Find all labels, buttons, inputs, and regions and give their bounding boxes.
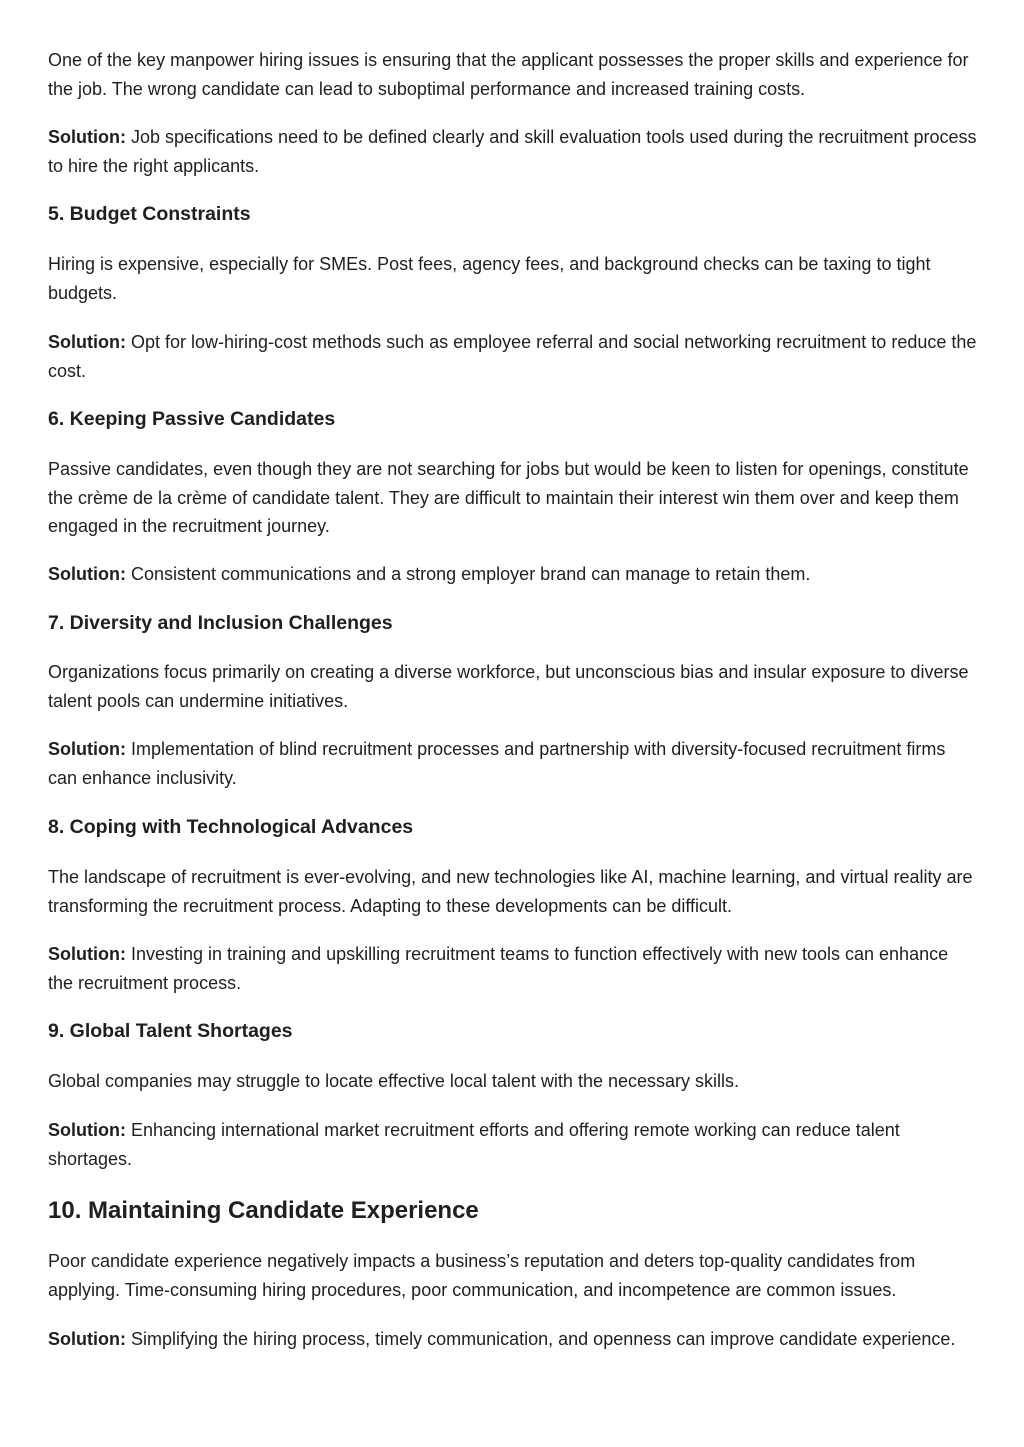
solution-text: Simplifying the hiring process, timely communication, and openness can improve candidate experience. (125, 1329, 956, 1349)
section-solution (48, 940, 978, 997)
section-solution (48, 1325, 978, 1354)
section-solution (48, 735, 978, 792)
solution-label: Solution: (48, 127, 126, 147)
section-heading-technological-advances: 8. Coping with Technological Advances (48, 816, 414, 838)
intro-solution (48, 123, 978, 180)
solution-text: Job specifications need to be defined clearly and skill evaluation tools used during the recruitment process to hire the right applicants. (48, 127, 977, 176)
section-paragraph: Global companies may struggle to locate effective local talent with the necessary skills. (48, 1071, 740, 1091)
intro-paragraph: One of the key manpower hiring issues is ensuring that the applicant possesses the proper skills and experience for the job. The wrong candidate can lead to suboptimal performance and increased training costs. (48, 50, 969, 99)
section-heading-candidate-experience: 10. Maintaining Candidate Experience (48, 1197, 479, 1224)
section-heading-passive-candidates: 6. Keeping Passive Candidates (48, 408, 336, 430)
solution-text: Opt for low-hiring-cost methods such as employee referral and social networking recruitment to reduce the cost. (48, 332, 977, 381)
section-paragraph: The landscape of recruitment is ever-evolving, and new technologies like AI, machine learning, and virtual reality are transforming the recruitment process. Adapting to these developments can be difficult. (48, 867, 973, 916)
solution-label: Solution: (48, 1120, 126, 1140)
section-heading-diversity-inclusion: 7. Diversity and Inclusion Challenges (48, 612, 393, 634)
section-solution (48, 328, 978, 385)
solution-label: Solution: (48, 564, 126, 584)
solution-text: Investing in training and upskilling recruitment teams to function effectively with new tools can enhance the recruitment process. (48, 944, 949, 993)
solution-label: Solution: (48, 739, 126, 759)
section-paragraph: Hiring is expensive, especially for SMEs. Post fees, agency fees, and background checks can be taxing to tight budgets. (48, 254, 931, 303)
section-solution (48, 1116, 978, 1173)
solution-label: Solution: (48, 944, 126, 964)
section-paragraph: Organizations focus primarily on creating a diverse workforce, but unconscious bias and insular exposure to diverse talent pools can undermine initiatives. (48, 662, 969, 711)
solution-text: Enhancing international market recruitment efforts and offering remote working can reduce talent shortages. (48, 1120, 900, 1169)
solution-text: Implementation of blind recruitment processes and partnership with diversity-focused recruitment firms can enhance inclusivity. (48, 739, 946, 788)
section-paragraph: Passive candidates, even though they are not searching for jobs but would be keen to listen for openings, constitute the crème de la crème of candidate talent. They are difficult to maintain their interest win them over and keep them engaged in the recruitment journey. (48, 459, 969, 536)
solution-label: Solution: (48, 1329, 126, 1349)
section-heading-global-talent-shortages: 9. Global Talent Shortages (48, 1020, 293, 1042)
section-heading-budget-constraints: 5. Budget Constraints (48, 203, 251, 225)
solution-text: Consistent communications and a strong employer brand can manage to retain them. (125, 564, 811, 584)
section-solution (48, 560, 978, 589)
section-paragraph: Poor candidate experience negatively impacts a business’s reputation and deters top-quality candidates from applying. Time-consuming hiring procedures, poor communication, and incompetence are common issues. (48, 1251, 916, 1300)
solution-label: Solution: (48, 332, 126, 352)
